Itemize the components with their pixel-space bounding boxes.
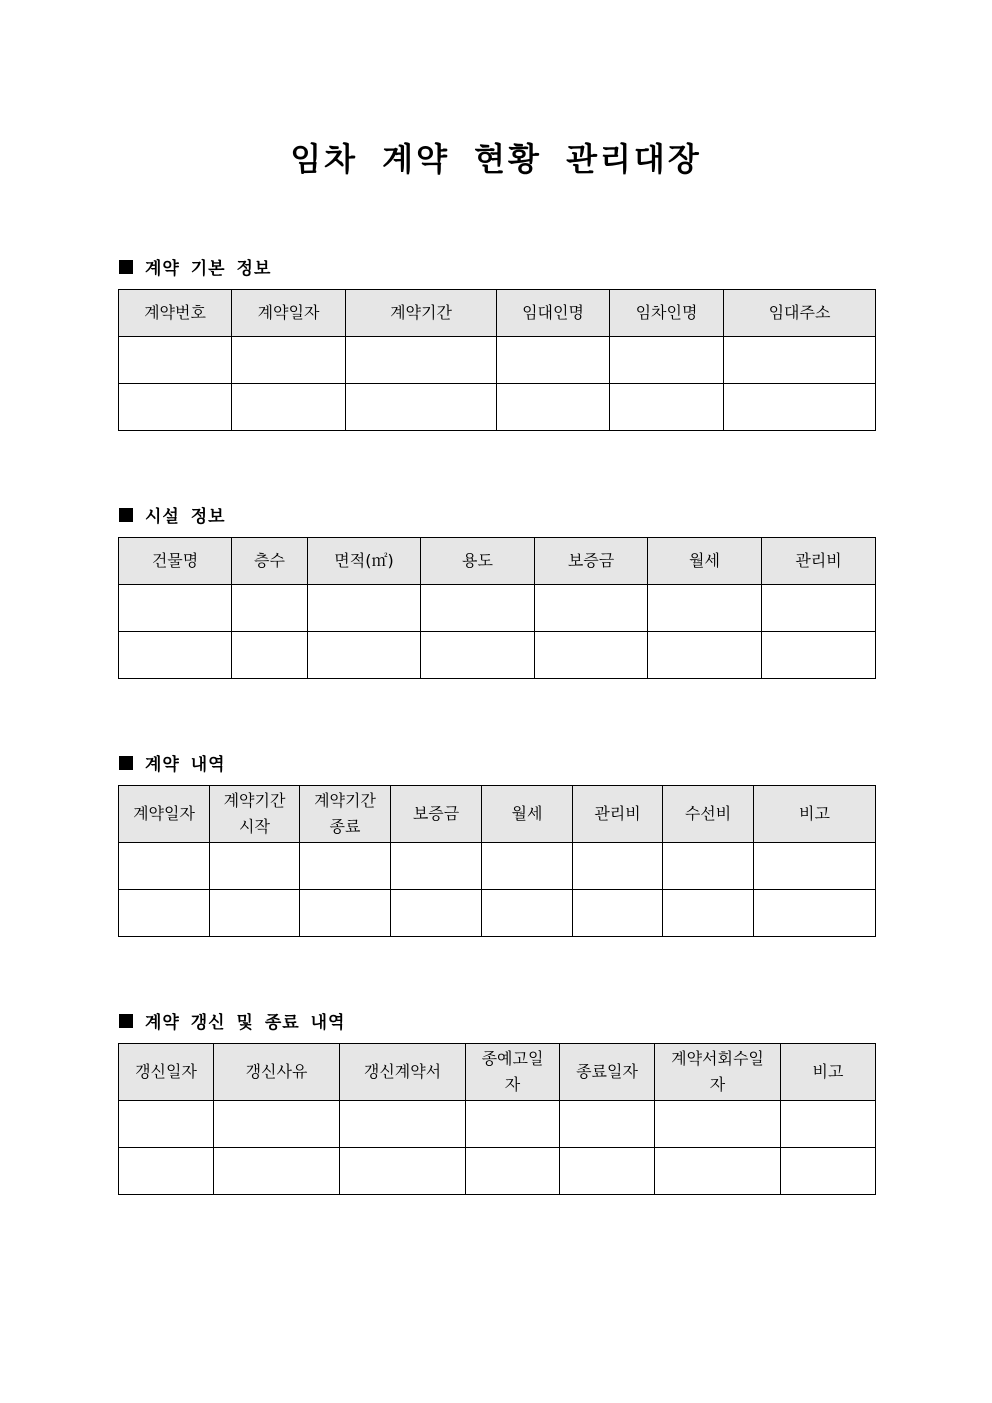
- input-cell[interactable]: [300, 890, 391, 937]
- renewal-termination-table: [118, 1043, 876, 1195]
- input-cell[interactable]: [648, 585, 762, 632]
- header-cell: 계약기간 시작: [210, 786, 300, 843]
- input-cell[interactable]: [210, 843, 300, 890]
- input-cell[interactable]: [119, 843, 210, 890]
- header-cell: 갱신일자: [119, 1044, 214, 1101]
- input-cell[interactable]: [232, 632, 308, 679]
- section-title-contract-details: [119, 750, 226, 775]
- input-cell[interactable]: [232, 585, 308, 632]
- header-cell: 임대주소: [724, 290, 876, 337]
- input-cell[interactable]: [346, 337, 497, 384]
- input-cell[interactable]: [119, 632, 232, 679]
- input-cell[interactable]: [663, 890, 754, 937]
- input-cell[interactable]: [573, 843, 663, 890]
- header-cell: 종료일자: [560, 1044, 655, 1101]
- facility-info-table: [118, 537, 876, 679]
- header-cell: 비고: [754, 786, 876, 843]
- input-cell[interactable]: [610, 384, 724, 431]
- input-cell[interactable]: [724, 337, 876, 384]
- table-row: [119, 384, 876, 431]
- input-cell[interactable]: [119, 1148, 214, 1195]
- section-title-facility-info: [119, 502, 226, 527]
- input-cell[interactable]: [346, 384, 497, 431]
- input-cell[interactable]: [655, 1148, 781, 1195]
- header-cell: 월세: [482, 786, 573, 843]
- header-cell: 비고: [781, 1044, 876, 1101]
- table-row: [119, 585, 876, 632]
- square-bullet-icon: [119, 260, 133, 274]
- input-cell[interactable]: [762, 632, 876, 679]
- header-cell: 임대인명: [497, 290, 610, 337]
- table-row: [119, 632, 876, 679]
- input-cell[interactable]: [421, 585, 535, 632]
- header-cell: 층수: [232, 538, 308, 585]
- table-row: [119, 337, 876, 384]
- input-cell[interactable]: [610, 337, 724, 384]
- header-cell: 계약일자: [232, 290, 346, 337]
- input-cell[interactable]: [648, 632, 762, 679]
- table-row: [119, 843, 876, 890]
- input-cell[interactable]: [119, 1101, 214, 1148]
- input-cell[interactable]: [340, 1101, 466, 1148]
- header-cell: 건물명: [119, 538, 232, 585]
- input-cell[interactable]: [340, 1148, 466, 1195]
- input-cell[interactable]: [497, 384, 610, 431]
- header-cell: 관리비: [573, 786, 663, 843]
- header-cell: 갱신사유: [214, 1044, 340, 1101]
- input-cell[interactable]: [466, 1148, 560, 1195]
- document-title: 임차 계약 현황 관리대장: [290, 140, 702, 178]
- input-cell[interactable]: [663, 843, 754, 890]
- input-cell[interactable]: [421, 632, 535, 679]
- section-title-label: 계약 기본 정보: [145, 259, 272, 279]
- square-bullet-icon: [119, 508, 133, 522]
- square-bullet-icon: [119, 756, 133, 770]
- input-cell[interactable]: [391, 843, 482, 890]
- input-cell[interactable]: [482, 890, 573, 937]
- section-title-label: 계약 갱신 및 종료 내역: [145, 1013, 346, 1033]
- header-cell: 갱신계약서: [340, 1044, 466, 1101]
- input-cell[interactable]: [560, 1148, 655, 1195]
- input-cell[interactable]: [762, 585, 876, 632]
- table-row: [119, 1101, 876, 1148]
- input-cell[interactable]: [754, 843, 876, 890]
- input-cell[interactable]: [391, 890, 482, 937]
- contract-details-table: [118, 785, 876, 937]
- header-cell: 계약번호: [119, 290, 232, 337]
- input-cell[interactable]: [535, 632, 648, 679]
- header-cell: 임차인명: [610, 290, 724, 337]
- section-title-basic-info: [119, 254, 271, 279]
- header-cell: 관리비: [762, 538, 876, 585]
- input-cell[interactable]: [214, 1148, 340, 1195]
- input-cell[interactable]: [308, 632, 421, 679]
- section-title-label: 시설 정보: [145, 507, 226, 527]
- input-cell[interactable]: [573, 890, 663, 937]
- header-cell: 종예고일 자: [466, 1044, 560, 1101]
- header-cell: 보증금: [535, 538, 648, 585]
- input-cell[interactable]: [119, 384, 232, 431]
- input-cell[interactable]: [466, 1101, 560, 1148]
- header-cell: 면적(㎡): [308, 538, 421, 585]
- input-cell[interactable]: [535, 585, 648, 632]
- input-cell[interactable]: [754, 890, 876, 937]
- input-cell[interactable]: [119, 337, 232, 384]
- section-title-renewal-termination: [119, 1008, 345, 1033]
- header-cell: 계약일자: [119, 786, 210, 843]
- table-header-row: [119, 538, 876, 585]
- input-cell[interactable]: [119, 585, 232, 632]
- input-cell[interactable]: [119, 890, 210, 937]
- header-cell: 보증금: [391, 786, 482, 843]
- input-cell[interactable]: [214, 1101, 340, 1148]
- header-cell: 월세: [648, 538, 762, 585]
- table-row: [119, 890, 876, 937]
- input-cell[interactable]: [724, 384, 876, 431]
- input-cell[interactable]: [210, 890, 300, 937]
- input-cell[interactable]: [308, 585, 421, 632]
- input-cell[interactable]: [781, 1148, 876, 1195]
- header-cell: 수선비: [663, 786, 754, 843]
- table-header-row: [119, 786, 876, 843]
- input-cell[interactable]: [560, 1101, 655, 1148]
- input-cell[interactable]: [781, 1101, 876, 1148]
- input-cell[interactable]: [232, 384, 346, 431]
- input-cell[interactable]: [497, 337, 610, 384]
- header-cell: 용도: [421, 538, 535, 585]
- header-cell: 계약기간: [346, 290, 497, 337]
- table-header-row: [119, 1044, 876, 1101]
- header-cell: 계약기간 종료: [300, 786, 391, 843]
- input-cell[interactable]: [232, 337, 346, 384]
- square-bullet-icon: [119, 1014, 133, 1028]
- section-title-label: 계약 내역: [145, 755, 226, 775]
- header-cell: 계약서회수일 자: [655, 1044, 781, 1101]
- table-header-row: [119, 290, 876, 337]
- basic-info-table: [118, 289, 876, 431]
- input-cell[interactable]: [300, 843, 391, 890]
- input-cell[interactable]: [655, 1101, 781, 1148]
- input-cell[interactable]: [482, 843, 573, 890]
- table-row: [119, 1148, 876, 1195]
